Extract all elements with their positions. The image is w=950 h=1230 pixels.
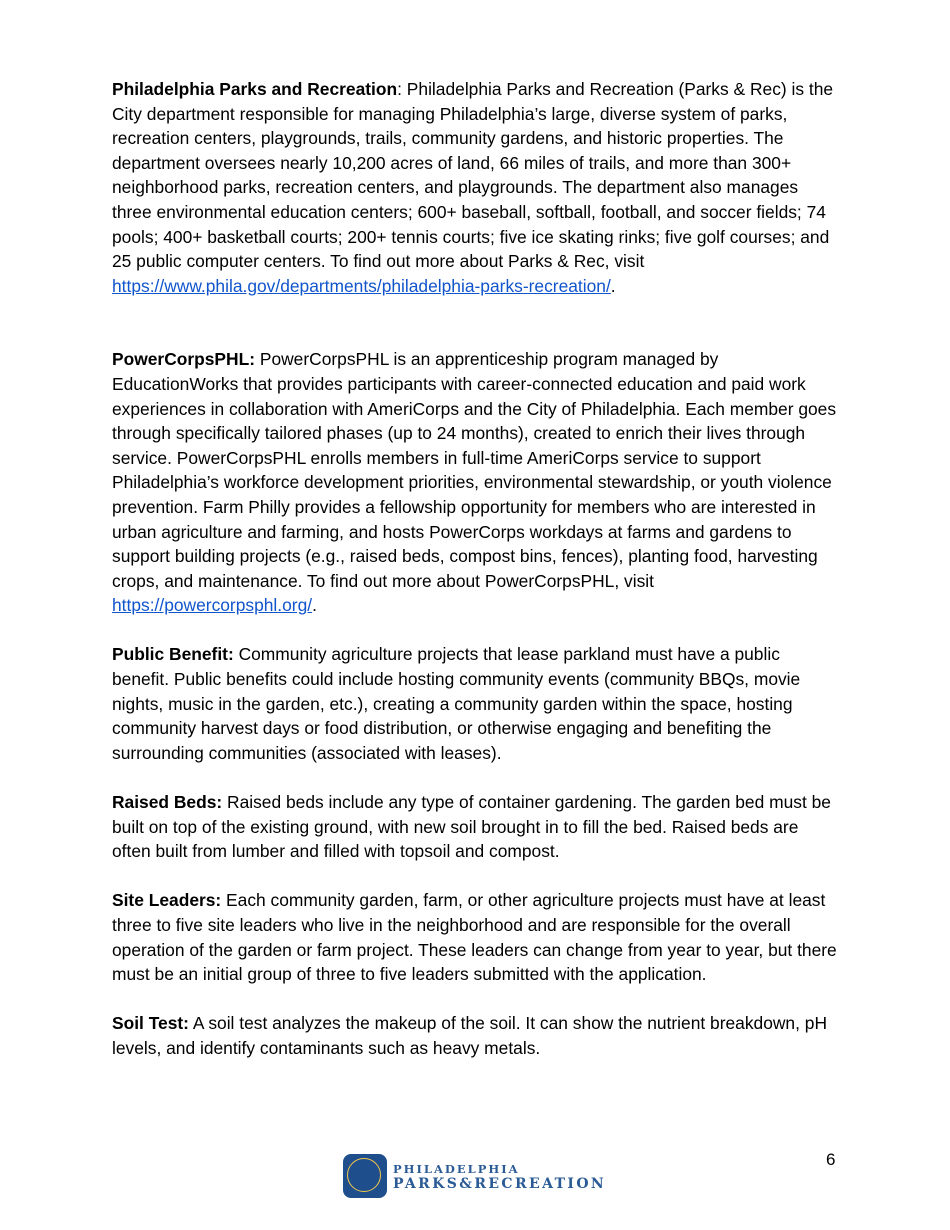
glossary-term: Soil Test:: [112, 1013, 189, 1034]
term-separator: :: [397, 79, 402, 99]
glossary-definition: A soil test analyzes the makeup of the soil. It can show the nutrient breakdown, pH levels, and identify contaminants such as heavy metals.: [112, 1013, 828, 1058]
glossary-term: Philadelphia Parks and Recreation: [112, 79, 398, 99]
glossary-entry-public-benefit: [112, 642, 840, 765]
glossary-entry-soil-test: [112, 1011, 840, 1060]
glossary-definition: PowerCorpsPHL is an apprenticeship program managed by EducationWorks that provides participants with career-connected education and paid work experiences in collaboration with AmeriCorps and the City of Philadelphia. Each member goes through specifically tailored phases (up to 24 months), created to enrich their lives through service. PowerCorpsPHL enrolls members in full-time AmeriCorps service to support Philadelphia’s workforce development priorities, environmental stewardship, or youth violence prevention. Farm Philly provides a fellowship opportunity for members who are interested in urban agriculture and farming, and hosts PowerCorps workdays at farms and gardens to support building projects (e.g., raised beds, compost bins, fences), planting food, harvesting crops, and maintenance. To find out more about PowerCorpsPHL, visit: [112, 349, 837, 591]
glossary-entry-parks-rec: [112, 77, 840, 298]
glossary-entry-site-leaders: [112, 888, 840, 986]
glossary-term: Public Benefit:: [112, 644, 234, 665]
glossary-definition: Community agriculture projects that lease parkland must have a public benefit. Public benefits could include hosting community events (community BBQs, movie nights, music in the garden, etc.), creating a community garden within the space, hosting community harvest days or food distribution, or otherwise engaging and benefiting the surrounding communities (associated with leases).: [112, 644, 801, 763]
trailing-period: .: [312, 595, 317, 616]
powercorps-link[interactable]: https://powercorpsphl.org/: [112, 595, 313, 616]
parks-rec-link[interactable]: https://www.phila.gov/departments/philadelphia-parks-recreation/: [112, 275, 611, 296]
page-number: 6: [826, 1150, 836, 1169]
glossary-entry-raised-beds: [112, 790, 840, 864]
find-your-path-seal-icon: [343, 1154, 387, 1198]
glossary-term: Site Leaders:: [112, 890, 222, 911]
glossary-definition: Philadelphia Parks and Recreation (Parks & Rec) is the City department responsible for managing Philadelphia’s large, diverse system of parks, recreation centers, playgrounds, trails, community gardens, and historic properties. The department oversees nearly 10,200 acres of land, 66 miles of trails, and more than 300+ neighborhood parks, recreation centers, and playgrounds. The department also manages three environmental education centers; 600+ baseball, softball, football, and soccer fields; 74 pools; 400+ basketball courts; 200+ tennis courts; five ice skating rinks; five golf courses; and 25 public computer centers. To find out more about Parks & Rec, visit: [112, 79, 834, 272]
glossary-definition: Each community garden, farm, or other agriculture projects must have at least three to five site leaders who live in the neighborhood and are responsible for the overall operation of the garden or farm project. These leaders can change from year to year, but there must be an initial group of three to five leaders submitted with the application.: [112, 890, 837, 985]
logo-line-philadelphia: PHILADELPHIA: [393, 1162, 520, 1176]
glossary-term: PowerCorpsPHL:: [112, 349, 256, 370]
trailing-period: .: [610, 275, 616, 296]
parks-recreation-logo: [343, 1154, 613, 1200]
logo-line-parks-recreation: PARKS&RECREATION: [393, 1176, 607, 1192]
logo-wordmark: [393, 1163, 606, 1192]
glossary-term: Raised Beds:: [112, 792, 223, 813]
document-body: [112, 77, 840, 1085]
glossary-definition: Raised beds include any type of container gardening. The garden bed must be built on top of the existing ground, with new soil brought in to fill the bed. Raised beds are often built from lumber and filled with topsoil and compost.: [112, 792, 831, 862]
glossary-entry-powercorps: [112, 347, 840, 618]
